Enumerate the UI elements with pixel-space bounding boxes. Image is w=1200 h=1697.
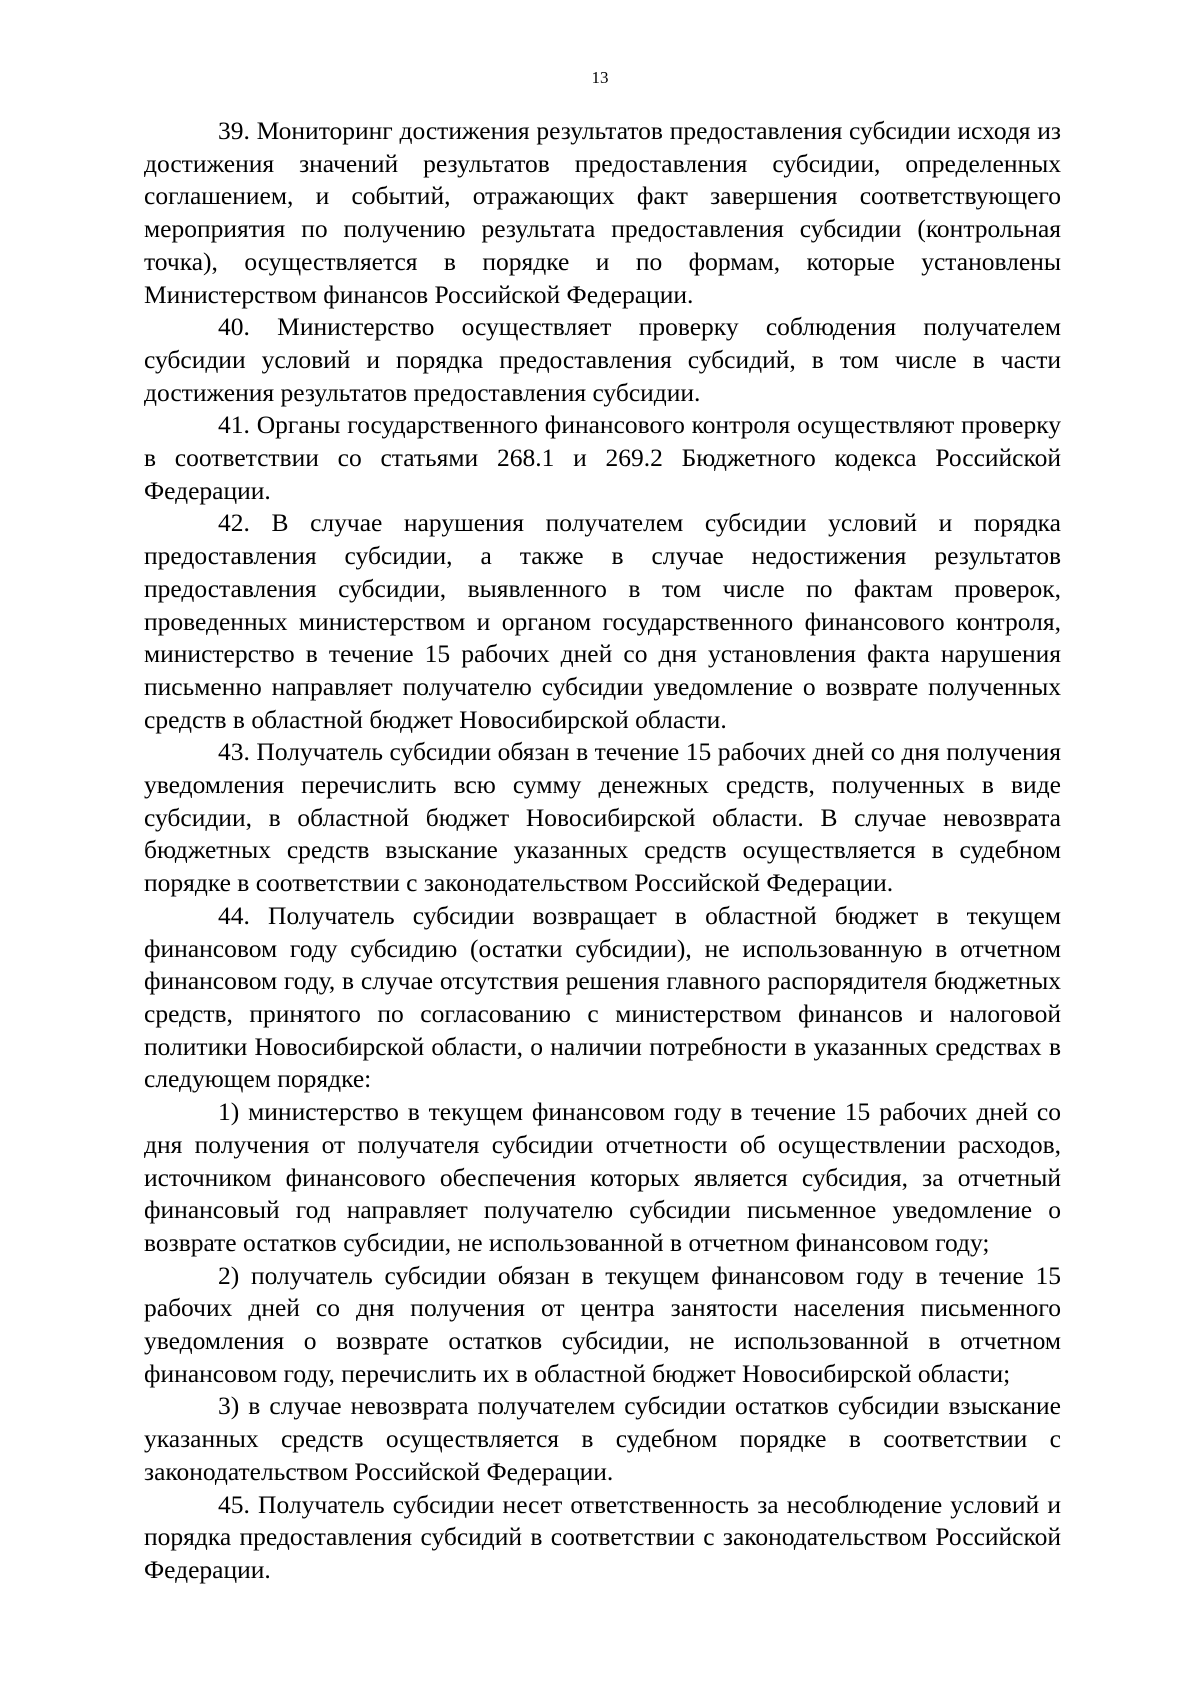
- paragraph-45: 45. Получатель субсидии несет ответственность за несоблюдение условий и порядка предоставления субсидий в соответствии с законодательством Российской Федерации.: [144, 1489, 1061, 1584]
- paragraph-44: 44. Получатель субсидии возвращает в областной бюджет в текущем финансовом году субсидию (остатки субсидии), не использованную в отчетном финансовом году, в случае отсутствия решения главного распорядителя бюджетных средств, принятого по согласованию с министерством финансов и налоговой политики Новосибирской области, о наличии потребности в указанных средствах в следующем порядке:: [144, 900, 1061, 1094]
- paragraph-39: 39. Мониторинг достижения результатов предоставления субсидии исходя из достижения значений результатов предоставления субсидии, определенных соглашением, и событий, отражающих факт завершения соответствующего мероприятия по получению результата предоставления субсидии (контрольная точка), осуществляется в порядке и по формам, которые установлены Министерством финансов Российской Федерации.: [144, 116, 1061, 309]
- paragraph-43: 43. Получатель субсидии обязан в течение 15 рабочих дней со дня получения уведомления перечислить всю сумму денежных средств, полученных в виде субсидии, в областной бюджет Новосибирской области. В случае невозврата бюджетных средств взыскание указанных средств осуществляется в судебном порядке в соответствии с законодательством Российской Федерации.: [144, 737, 1061, 898]
- paragraph-44-item-1: 1) министерство в текущем финансовом году в течение 15 рабочих дней со дня получения от получателя субсидии отчетности об осуществлении расходов, источником финансового обеспечения которых является субсидия, за отчетный финансовый год направляет получателю субсидии письменное уведомление о возврате остатков субсидии, не использованной в отчетном финансовом году;: [144, 1097, 1061, 1257]
- paragraph-42: 42. В случае нарушения получателем субсидии условий и порядка предоставления субсидии, а также в случае недостижения результатов предоставления субсидии, выявленного в том числе по фактам проверок, проведенных министерством и органом государственного финансового контроля, министерство в течение 15 рабочих дней со дня установления факта нарушения письменно направляет получателю субсидии уведомление о возврате полученных средств в областной бюджет Новосибирской области.: [144, 508, 1061, 734]
- document-body: [144, 115, 1061, 1587]
- page-number: 13: [591, 68, 609, 87]
- paragraph-41: 41. Органы государственного финансового контроля осуществляют проверку в соответствии со статьями 268.1 и 269.2 Бюджетного кодекса Российской Федерации.: [144, 410, 1061, 505]
- paragraph-44-item-3: 3) в случае невозврата получателем субсидии остатков субсидии взыскание указанных средств осуществляется в судебном порядке в соответствии с законодательством Российской Федерации.: [144, 1391, 1061, 1486]
- paragraph-40: 40. Министерство осуществляет проверку соблюдения получателем субсидии условий и порядка предоставления субсидий, в том числе в части достижения результатов предоставления субсидии.: [144, 312, 1061, 407]
- paragraph-44-item-2: 2) получатель субсидии обязан в текущем финансовом году в течение 15 рабочих дней со дня получения от центра занятости населения письменного уведомления о возврате остатков субсидии, не использованной в отчетном финансовом году, перечислить их в областной бюджет Новосибирской области;: [144, 1260, 1061, 1388]
